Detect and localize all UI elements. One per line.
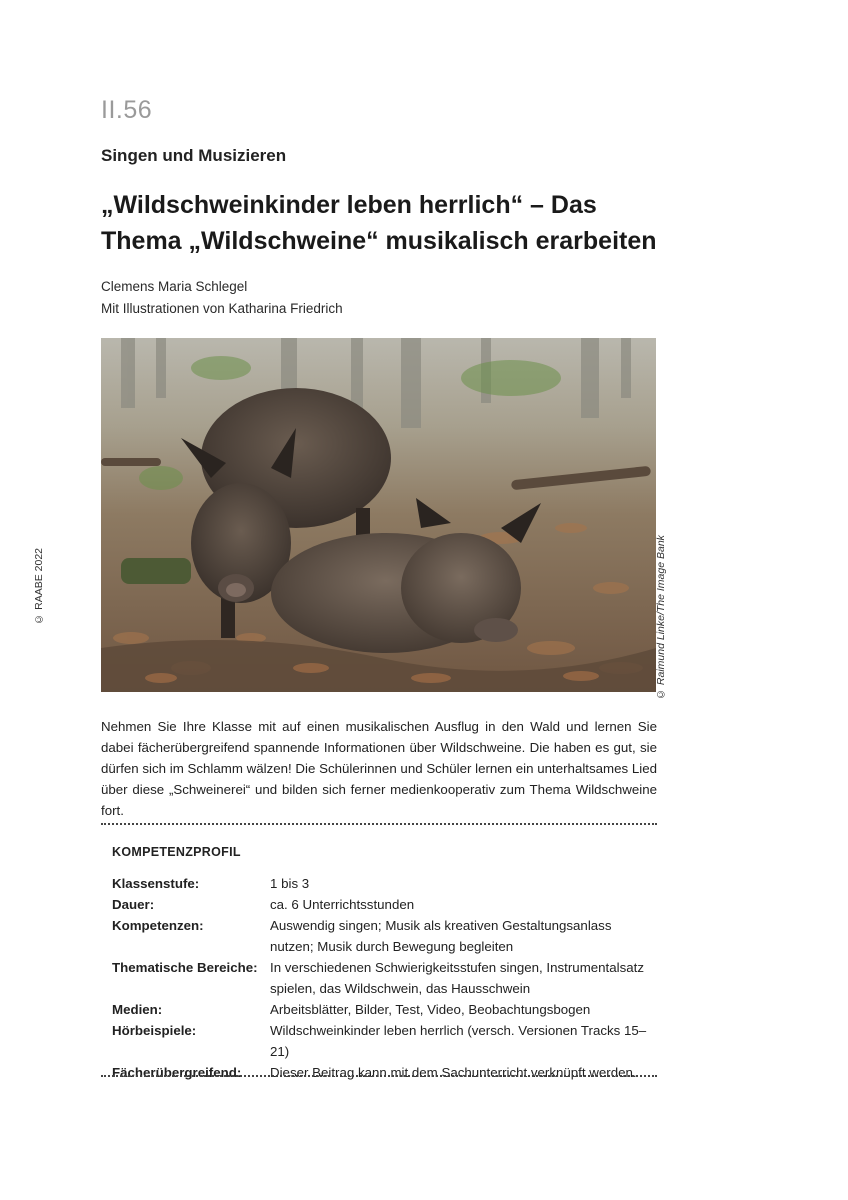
profile-value: Wildschweinkinder leben herrlich (versch. Versionen Tracks 15–21) (270, 1023, 647, 1059)
profile-label: Dauer: (112, 897, 155, 912)
profile-label: Fächerübergreifend: (112, 1065, 242, 1080)
profile-label: Klassenstufe: (112, 876, 200, 891)
profile-value: In verschiedenen Schwierigkeitsstufen singen, Instrumentalsatz spielen, das Wildschwein, das Hausschwein (270, 960, 644, 996)
profile-label: Thematische Bereiche: (112, 960, 258, 975)
profile-value: 1 bis 3 (270, 876, 310, 891)
wild-boar-photo (101, 338, 656, 692)
profile-row-audio (112, 1020, 657, 1062)
profile-row-grade (112, 873, 657, 894)
profile-label: Kompetenzen: (112, 918, 204, 933)
profile-heading: KOMPETENZPROFIL (112, 845, 241, 859)
divider-top (101, 823, 657, 825)
profile-row-cross-curricular (112, 1062, 657, 1083)
profile-row-duration (112, 894, 657, 915)
profile-row-competences (112, 915, 657, 957)
divider-bottom (101, 1075, 657, 1077)
photo-credit: © Raimund Linke/The Image Bank (655, 535, 667, 700)
page-title: „Wildschweinkinder leben herrlich“ – Das Thema „Wildschweine“ musikalisch erarbeiten (101, 191, 657, 255)
profile-value: Auswendig singen; Musik als kreativen Gestaltungsanlass nutzen; Musik durch Bewegung begleiten (270, 918, 612, 954)
author-name: Clemens Maria Schlegel (101, 279, 248, 294)
intro-paragraph: Nehmen Sie Ihre Klasse mit auf einen musikalischen Ausflug in den Wald und lernen Sie dabei fächerübergreifend spannende Informationen über Wildschweine. Die haben es gut, sie dürfen sich im Schlamm wälzen! Die Schülerinnen und Schüler lernen ein unterhaltsames Lied über diese „Schweinerei“ und bilden sich ferner medienkooperativ zum Thema Wildschweine fort. (101, 719, 657, 818)
illustrator-credit: Mit Illustrationen von Katharina Friedrich (101, 301, 343, 316)
section-number: II.56 (101, 96, 153, 124)
profile-label: Medien: (112, 1002, 163, 1017)
profile-value: ca. 6 Unterrichtsstunden (270, 897, 415, 912)
profile-value: Arbeitsblätter, Bilder, Test, Video, Beobachtungsbogen (270, 1002, 591, 1017)
competence-profile (112, 873, 657, 1083)
category-heading: Singen und Musizieren (101, 146, 287, 165)
profile-label: Hörbeispiele: (112, 1023, 197, 1038)
copyright-notice: © RAABE 2022 (33, 548, 45, 625)
profile-row-media (112, 999, 657, 1020)
profile-value: Dieser Beitrag kann mit dem Sachunterricht verknüpft werden. (270, 1065, 637, 1080)
profile-row-topics (112, 957, 657, 999)
